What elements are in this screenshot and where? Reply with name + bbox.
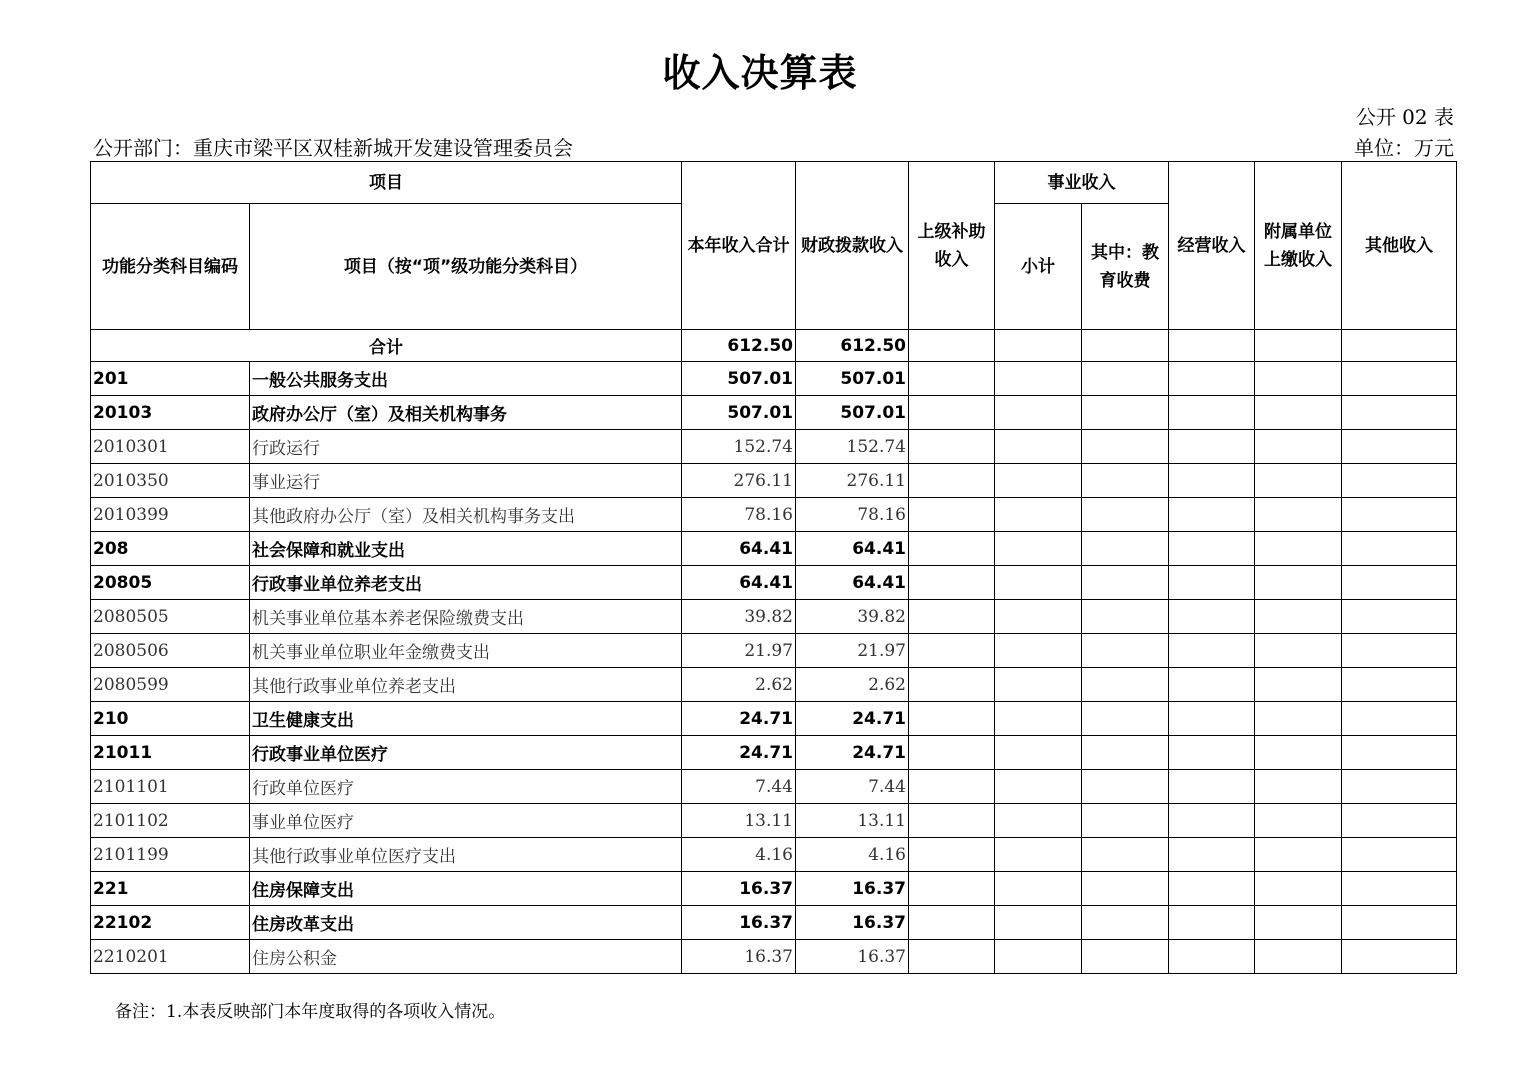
- row-total: 507.01: [682, 396, 796, 430]
- header-business: 事业收入: [995, 162, 1169, 204]
- row-total: 507.01: [682, 362, 796, 396]
- table-row: [91, 634, 1457, 668]
- empty-cell: [1342, 464, 1457, 498]
- row-fiscal: 13.11: [796, 804, 909, 838]
- empty-cell: [1169, 702, 1255, 736]
- row-name: 其他政府办公厅（室）及相关机构事务支出: [250, 498, 682, 532]
- empty-cell: [995, 940, 1082, 974]
- empty-cell: [1255, 600, 1342, 634]
- empty-cell: [1082, 498, 1169, 532]
- row-fiscal: 16.37: [796, 872, 909, 906]
- empty-cell: [909, 736, 995, 770]
- row-code: 210: [91, 702, 250, 736]
- row-name: 一般公共服务支出: [250, 362, 682, 396]
- empty-cell: [995, 736, 1082, 770]
- empty-cell: [1255, 396, 1342, 430]
- row-code: 20805: [91, 566, 250, 600]
- row-code: 2010399: [91, 498, 250, 532]
- empty-cell: [909, 430, 995, 464]
- empty-cell: [1082, 634, 1169, 668]
- row-total: 276.11: [682, 464, 796, 498]
- empty-cell: [1169, 362, 1255, 396]
- empty-cell: [909, 498, 995, 532]
- empty-cell: [1342, 634, 1457, 668]
- empty-cell: [1082, 668, 1169, 702]
- empty-cell: [1255, 940, 1342, 974]
- table-row: [91, 362, 1457, 396]
- table-row: [91, 532, 1457, 566]
- empty-cell: [1342, 498, 1457, 532]
- row-name: 行政运行: [250, 430, 682, 464]
- footnote: 备注：1.本表反映部门本年度取得的各项收入情况。: [115, 1002, 506, 1022]
- total-label: 合计: [91, 330, 682, 362]
- row-name: 住房改革支出: [250, 906, 682, 940]
- row-code: 22102: [91, 906, 250, 940]
- row-code: 2210201: [91, 940, 250, 974]
- empty-cell: [995, 770, 1082, 804]
- row-name: 行政单位医疗: [250, 770, 682, 804]
- header-item: 项目: [91, 162, 682, 204]
- row-name: 事业单位医疗: [250, 804, 682, 838]
- row-name: 社会保障和就业支出: [250, 532, 682, 566]
- empty-cell: [1342, 838, 1457, 872]
- empty-cell: [995, 804, 1082, 838]
- empty-cell: [995, 702, 1082, 736]
- empty-cell: [1255, 872, 1342, 906]
- table-row: [91, 600, 1457, 634]
- row-name: 住房公积金: [250, 940, 682, 974]
- empty-cell: [909, 600, 995, 634]
- row-code: 208: [91, 532, 250, 566]
- row-name: 住房保障支出: [250, 872, 682, 906]
- row-code: 2010301: [91, 430, 250, 464]
- row-fiscal: 4.16: [796, 838, 909, 872]
- empty-cell: [995, 498, 1082, 532]
- empty-cell: [1169, 668, 1255, 702]
- row-total: 64.41: [682, 566, 796, 600]
- empty-cell: [909, 702, 995, 736]
- row-name: 政府办公厅（室）及相关机构事务: [250, 396, 682, 430]
- empty-cell: [1342, 430, 1457, 464]
- row-name: 机关事业单位基本养老保险缴费支出: [250, 600, 682, 634]
- empty-cell: [1169, 770, 1255, 804]
- empty-cell: [1342, 532, 1457, 566]
- row-fiscal: 78.16: [796, 498, 909, 532]
- empty-cell: [1169, 634, 1255, 668]
- empty-cell: [1169, 498, 1255, 532]
- form-number: 公开 02 表: [1355, 105, 1454, 129]
- header-item-name: 项目（按“项”级功能分类科目）: [250, 204, 682, 330]
- row-name: 行政事业单位医疗: [250, 736, 682, 770]
- total-fiscal: 612.50: [796, 330, 909, 362]
- unit-label: 单位：万元: [1354, 136, 1454, 160]
- row-code: 2080505: [91, 600, 250, 634]
- header-education: 其中：教育收费: [1082, 204, 1169, 330]
- row-total: 13.11: [682, 804, 796, 838]
- empty-cell: [1342, 940, 1457, 974]
- empty-cell: [1169, 736, 1255, 770]
- department-label: 公开部门：重庆市梁平区双桂新城开发建设管理委员会: [93, 136, 573, 160]
- empty-cell: [1082, 362, 1169, 396]
- table-row: [91, 770, 1457, 804]
- row-total: 152.74: [682, 430, 796, 464]
- page-title: 收入决算表: [662, 51, 858, 95]
- empty-cell: [1342, 872, 1457, 906]
- empty-cell: [1082, 396, 1169, 430]
- empty-cell: [1255, 498, 1342, 532]
- row-total: 24.71: [682, 702, 796, 736]
- row-code: 20103: [91, 396, 250, 430]
- row-total: 16.37: [682, 872, 796, 906]
- empty-cell: [909, 396, 995, 430]
- header-affiliated: 附属单位上缴收入: [1255, 162, 1342, 330]
- empty-cell: [1342, 702, 1457, 736]
- empty-cell: [995, 668, 1082, 702]
- table-row: [91, 906, 1457, 940]
- empty-cell: [995, 362, 1082, 396]
- empty-cell: [1169, 566, 1255, 600]
- empty-cell: [909, 872, 995, 906]
- empty-cell: [995, 872, 1082, 906]
- empty-cell: [995, 430, 1082, 464]
- row-total: 7.44: [682, 770, 796, 804]
- empty-cell: [1169, 600, 1255, 634]
- empty-cell: [909, 566, 995, 600]
- empty-cell: [1082, 804, 1169, 838]
- row-fiscal: 2.62: [796, 668, 909, 702]
- empty-cell: [1082, 838, 1169, 872]
- empty-cell: [1342, 362, 1457, 396]
- row-total: 4.16: [682, 838, 796, 872]
- row-fiscal: 64.41: [796, 566, 909, 600]
- empty-cell: [1255, 668, 1342, 702]
- empty-cell: [1082, 566, 1169, 600]
- empty-cell: [909, 668, 995, 702]
- row-fiscal: 21.97: [796, 634, 909, 668]
- table-row: [91, 566, 1457, 600]
- table-row: [91, 872, 1457, 906]
- income-table: [90, 161, 1457, 974]
- header-fiscal: 财政拨款收入: [796, 162, 909, 330]
- empty-cell: [1255, 362, 1342, 396]
- empty-cell: [909, 532, 995, 566]
- empty-cell: [1082, 736, 1169, 770]
- row-name: 其他行政事业单位医疗支出: [250, 838, 682, 872]
- table-body: [91, 362, 1457, 974]
- empty-cell: [995, 838, 1082, 872]
- header-total: 本年收入合计: [682, 162, 796, 330]
- empty-cell: [909, 362, 995, 396]
- row-code: 201: [91, 362, 250, 396]
- row-fiscal: 507.01: [796, 362, 909, 396]
- row-code: 2080506: [91, 634, 250, 668]
- empty-cell: [1169, 464, 1255, 498]
- row-code: 21011: [91, 736, 250, 770]
- row-name: 卫生健康支出: [250, 702, 682, 736]
- empty-cell: [1169, 396, 1255, 430]
- table-header: [91, 162, 1457, 362]
- empty-cell: [1255, 906, 1342, 940]
- empty-cell: [1342, 396, 1457, 430]
- empty-cell: [1342, 906, 1457, 940]
- empty-cell: [1342, 668, 1457, 702]
- empty-cell: [1082, 770, 1169, 804]
- empty-cell: [1169, 838, 1255, 872]
- empty-cell: [1255, 566, 1342, 600]
- empty-cell: [995, 600, 1082, 634]
- empty-cell: [909, 634, 995, 668]
- row-code: 2101199: [91, 838, 250, 872]
- empty-cell: [995, 396, 1082, 430]
- empty-cell: [1082, 600, 1169, 634]
- empty-cell: [909, 804, 995, 838]
- header-operating: 经营收入: [1169, 162, 1255, 330]
- empty-cell: [995, 532, 1082, 566]
- row-fiscal: 64.41: [796, 532, 909, 566]
- empty-cell: [1169, 872, 1255, 906]
- table-row: [91, 498, 1457, 532]
- empty-cell: [1255, 838, 1342, 872]
- row-name: 机关事业单位职业年金缴费支出: [250, 634, 682, 668]
- empty-cell: [1169, 906, 1255, 940]
- row-total: 78.16: [682, 498, 796, 532]
- row-fiscal: 152.74: [796, 430, 909, 464]
- empty-cell: [1082, 464, 1169, 498]
- row-code: 2101101: [91, 770, 250, 804]
- empty-cell: [1169, 940, 1255, 974]
- empty-cell: [909, 838, 995, 872]
- empty-cell: [1255, 634, 1342, 668]
- empty-cell: [1342, 566, 1457, 600]
- empty-cell: [1255, 702, 1342, 736]
- table-row: [91, 668, 1457, 702]
- row-fiscal: 24.71: [796, 702, 909, 736]
- row-total: 64.41: [682, 532, 796, 566]
- table-row: [91, 804, 1457, 838]
- total-row: [91, 330, 1457, 362]
- row-name: 事业运行: [250, 464, 682, 498]
- table-row: [91, 430, 1457, 464]
- empty-cell: [1169, 804, 1255, 838]
- empty-cell: [909, 464, 995, 498]
- empty-cell: [1082, 702, 1169, 736]
- row-total: 21.97: [682, 634, 796, 668]
- total-value: 612.50: [682, 330, 796, 362]
- row-fiscal: 507.01: [796, 396, 909, 430]
- table-row: [91, 702, 1457, 736]
- empty-cell: [1342, 600, 1457, 634]
- header-subtotal: 小计: [995, 204, 1082, 330]
- empty-cell: [1342, 804, 1457, 838]
- header-superior: 上级补助收入: [909, 162, 995, 330]
- empty-cell: [995, 464, 1082, 498]
- row-code: 221: [91, 872, 250, 906]
- empty-cell: [1082, 532, 1169, 566]
- empty-cell: [1342, 770, 1457, 804]
- row-code: 2101102: [91, 804, 250, 838]
- row-fiscal: 39.82: [796, 600, 909, 634]
- row-fiscal: 16.37: [796, 940, 909, 974]
- row-fiscal: 7.44: [796, 770, 909, 804]
- empty-cell: [995, 566, 1082, 600]
- empty-cell: [909, 770, 995, 804]
- empty-cell: [1082, 872, 1169, 906]
- empty-cell: [1255, 804, 1342, 838]
- empty-cell: [1255, 736, 1342, 770]
- header-code: 功能分类科目编码: [91, 204, 250, 330]
- empty-cell: [1082, 940, 1169, 974]
- table-row: [91, 736, 1457, 770]
- empty-cell: [1255, 770, 1342, 804]
- row-total: 24.71: [682, 736, 796, 770]
- empty-cell: [909, 906, 995, 940]
- row-name: 其他行政事业单位养老支出: [250, 668, 682, 702]
- row-fiscal: 276.11: [796, 464, 909, 498]
- row-fiscal: 24.71: [796, 736, 909, 770]
- row-total: 2.62: [682, 668, 796, 702]
- empty-cell: [1255, 532, 1342, 566]
- row-total: 16.37: [682, 940, 796, 974]
- row-total: 39.82: [682, 600, 796, 634]
- empty-cell: [909, 940, 995, 974]
- empty-cell: [1169, 532, 1255, 566]
- row-code: 2080599: [91, 668, 250, 702]
- empty-cell: [1255, 430, 1342, 464]
- table-row: [91, 940, 1457, 974]
- row-name: 行政事业单位养老支出: [250, 566, 682, 600]
- empty-cell: [1255, 464, 1342, 498]
- table-row: [91, 464, 1457, 498]
- table-row: [91, 838, 1457, 872]
- empty-cell: [995, 906, 1082, 940]
- empty-cell: [995, 634, 1082, 668]
- empty-cell: [1082, 906, 1169, 940]
- row-total: 16.37: [682, 906, 796, 940]
- empty-cell: [1169, 430, 1255, 464]
- table-row: [91, 396, 1457, 430]
- header-other: 其他收入: [1342, 162, 1457, 330]
- row-fiscal: 16.37: [796, 906, 909, 940]
- row-code: 2010350: [91, 464, 250, 498]
- empty-cell: [1082, 430, 1169, 464]
- empty-cell: [1342, 736, 1457, 770]
